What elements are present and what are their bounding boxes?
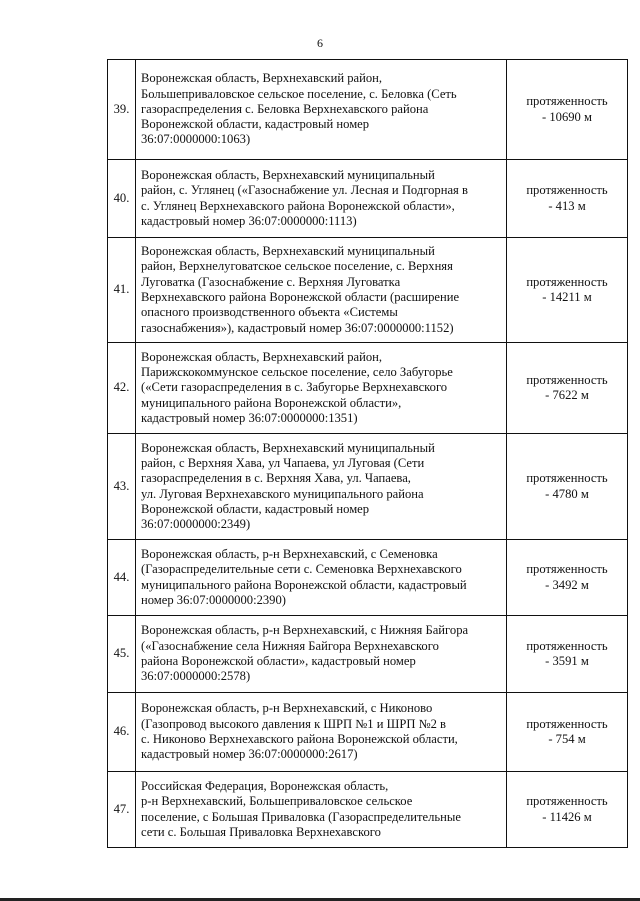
registry-table	[107, 59, 628, 848]
description-line: район, с Верхняя Хава, ул Чапаева, ул Луговая (Сети	[141, 455, 425, 470]
extent-value: - 10690 м	[542, 109, 592, 124]
description-line: с. Никоново Верхнехавского района Воронежской области,	[141, 732, 458, 746]
description-line: газоснабжения»), кадастровый номер 36:07:0000000:1152)	[141, 320, 454, 335]
description-line: («Сети газораспределения в с. Забугорье Верхнехавского	[141, 380, 448, 395]
description-line: Воронежской области, кадастровый номер	[141, 501, 370, 516]
description-line: кадастровый номер 36:07:0000000:2617)	[141, 747, 358, 762]
extent-cell	[507, 238, 628, 343]
description-line: района Воронежской области», кадастровый номер	[141, 654, 416, 668]
description-line: Парижскокоммунское сельское поселение, село Забугорье	[141, 365, 453, 380]
table-row	[108, 772, 628, 848]
row-number: 42.	[108, 343, 136, 434]
extent-cell	[507, 540, 628, 616]
description-line: опасного производственного объекта «Системы	[141, 305, 398, 320]
extent-cell	[507, 434, 628, 540]
description-line: Воронежская область, Верхнехавский район,	[141, 71, 383, 86]
extent-cell	[507, 616, 628, 693]
extent-value: - 7622 м	[545, 388, 589, 402]
object-description	[136, 434, 507, 540]
object-description	[136, 693, 507, 772]
table-row	[108, 160, 628, 238]
description-line: ул. Луговая Верхнехавского муниципального района	[141, 486, 424, 501]
description-line: район, с. Углянец («Газоснабжение ул. Лесная и Подгорная в	[141, 183, 468, 198]
description-line: Воронежская область, р-н Верхнехавский, с Семеновка	[141, 546, 438, 561]
extent-label: протяженность	[526, 562, 608, 577]
description-line: 36:07:0000000:2349)	[141, 517, 251, 532]
extent-label: протяженность	[526, 183, 608, 198]
object-description	[136, 772, 507, 848]
description-line: Воронежская область, р-н Верхнехавский, с Нижняя Байгора	[141, 623, 469, 638]
description-line: газораспределения в с. Верхняя Хава, ул. Чапаева,	[141, 471, 411, 486]
extent-cell	[507, 343, 628, 434]
table-row	[108, 540, 628, 616]
row-number: 45.	[108, 616, 136, 693]
description-line: Воронежская область, р-н Верхнехавский, с Никоново	[141, 701, 433, 716]
registry-table-body	[108, 60, 628, 848]
extent-value: - 11426 м	[542, 809, 592, 824]
extent-label: протяженность	[526, 274, 608, 289]
extent-label: протяженность	[526, 794, 608, 809]
description-line: Воронежская область, Верхнехавский муниципальный	[141, 167, 435, 182]
description-line: поселение, с Большая Приваловка (Газораспределительные	[141, 809, 461, 824]
extent-value: - 4780 м	[545, 486, 589, 501]
description-line: р-н Верхнехавский, Большеприваловское сельское	[141, 794, 413, 809]
row-number: 47.	[108, 772, 136, 848]
description-line: 36:07:0000000:2578)	[141, 669, 251, 684]
extent-cell	[507, 693, 628, 772]
extent-value: - 3591 м	[545, 654, 589, 668]
extent-label: протяженность	[526, 372, 608, 387]
extent-label: протяженность	[526, 716, 608, 731]
extent-cell	[507, 60, 628, 160]
description-line: Верхнехавского района Воронежской области (расширение	[141, 290, 460, 304]
description-line: номер 36:07:0000000:2390)	[141, 592, 286, 607]
description-line: муниципального района Воронежской области, кадастровый	[141, 577, 467, 592]
description-line: Воронежской области, кадастровый номер	[141, 117, 370, 132]
description-line: («Газоснабжение села Нижняя Байгора Верхнехавского	[141, 638, 439, 653]
table-row	[108, 238, 628, 343]
extent-value: - 754 м	[548, 732, 586, 746]
row-number: 39.	[108, 60, 136, 160]
description-line: кадастровый номер 36:07:0000000:1351)	[141, 410, 358, 425]
description-line: сети с. Большая Приваловка Верхнехавского	[141, 824, 381, 839]
extent-value: - 3492 м	[545, 577, 589, 592]
row-number: 41.	[108, 238, 136, 343]
row-number: 44.	[108, 540, 136, 616]
extent-label: протяженность	[526, 94, 608, 109]
page-number: 6	[317, 36, 323, 50]
object-description	[136, 238, 507, 343]
description-line: 36:07:0000000:1063)	[141, 132, 251, 147]
row-number: 46.	[108, 693, 136, 772]
object-description	[136, 343, 507, 434]
table-row	[108, 616, 628, 693]
extent-label: протяженность	[526, 471, 608, 486]
description-line: Воронежская область, Верхнехавский муниципальный	[141, 244, 435, 259]
description-line: (Газораспределительные сети с. Семеновка Верхнехавского	[141, 562, 462, 577]
extent-label: протяженность	[526, 638, 608, 653]
description-line: газораспределения с. Беловка Верхнехавского района	[141, 101, 429, 116]
object-description	[136, 540, 507, 616]
extent-value: - 413 м	[548, 198, 586, 213]
row-number: 40.	[108, 160, 136, 238]
table-row	[108, 434, 628, 540]
table-row	[108, 343, 628, 434]
description-line: муниципального района Воронежской области»,	[141, 395, 402, 410]
description-line: Большеприваловское сельское поселение, с. Беловка (Сеть	[141, 86, 457, 101]
description-line: (Газопровод высокого давления к ШРП №1 и ШРП №2 в	[141, 716, 446, 731]
extent-cell	[507, 772, 628, 848]
object-description	[136, 60, 507, 160]
description-line: с. Углянец Верхнехавского района Воронежской области»,	[141, 198, 455, 213]
description-line: Луговатка (Газоснабжение с. Верхняя Луговатка	[141, 274, 401, 289]
object-description	[136, 616, 507, 693]
description-line: кадастровый номер 36:07:0000000:1113)	[141, 213, 357, 228]
description-line: Российская Федерация, Воронежская область,	[141, 778, 389, 793]
extent-cell	[507, 160, 628, 238]
description-line: Воронежская область, Верхнехавский муниципальный	[141, 440, 435, 455]
extent-value: - 14211 м	[542, 290, 592, 304]
row-number: 43.	[108, 434, 136, 540]
table-row	[108, 60, 628, 160]
description-line: район, Верхнелуговатское сельское поселение, с. Верхняя	[141, 259, 453, 274]
description-line: Воронежская область, Верхнехавский район,	[141, 349, 383, 364]
table-row	[108, 693, 628, 772]
object-description	[136, 160, 507, 238]
